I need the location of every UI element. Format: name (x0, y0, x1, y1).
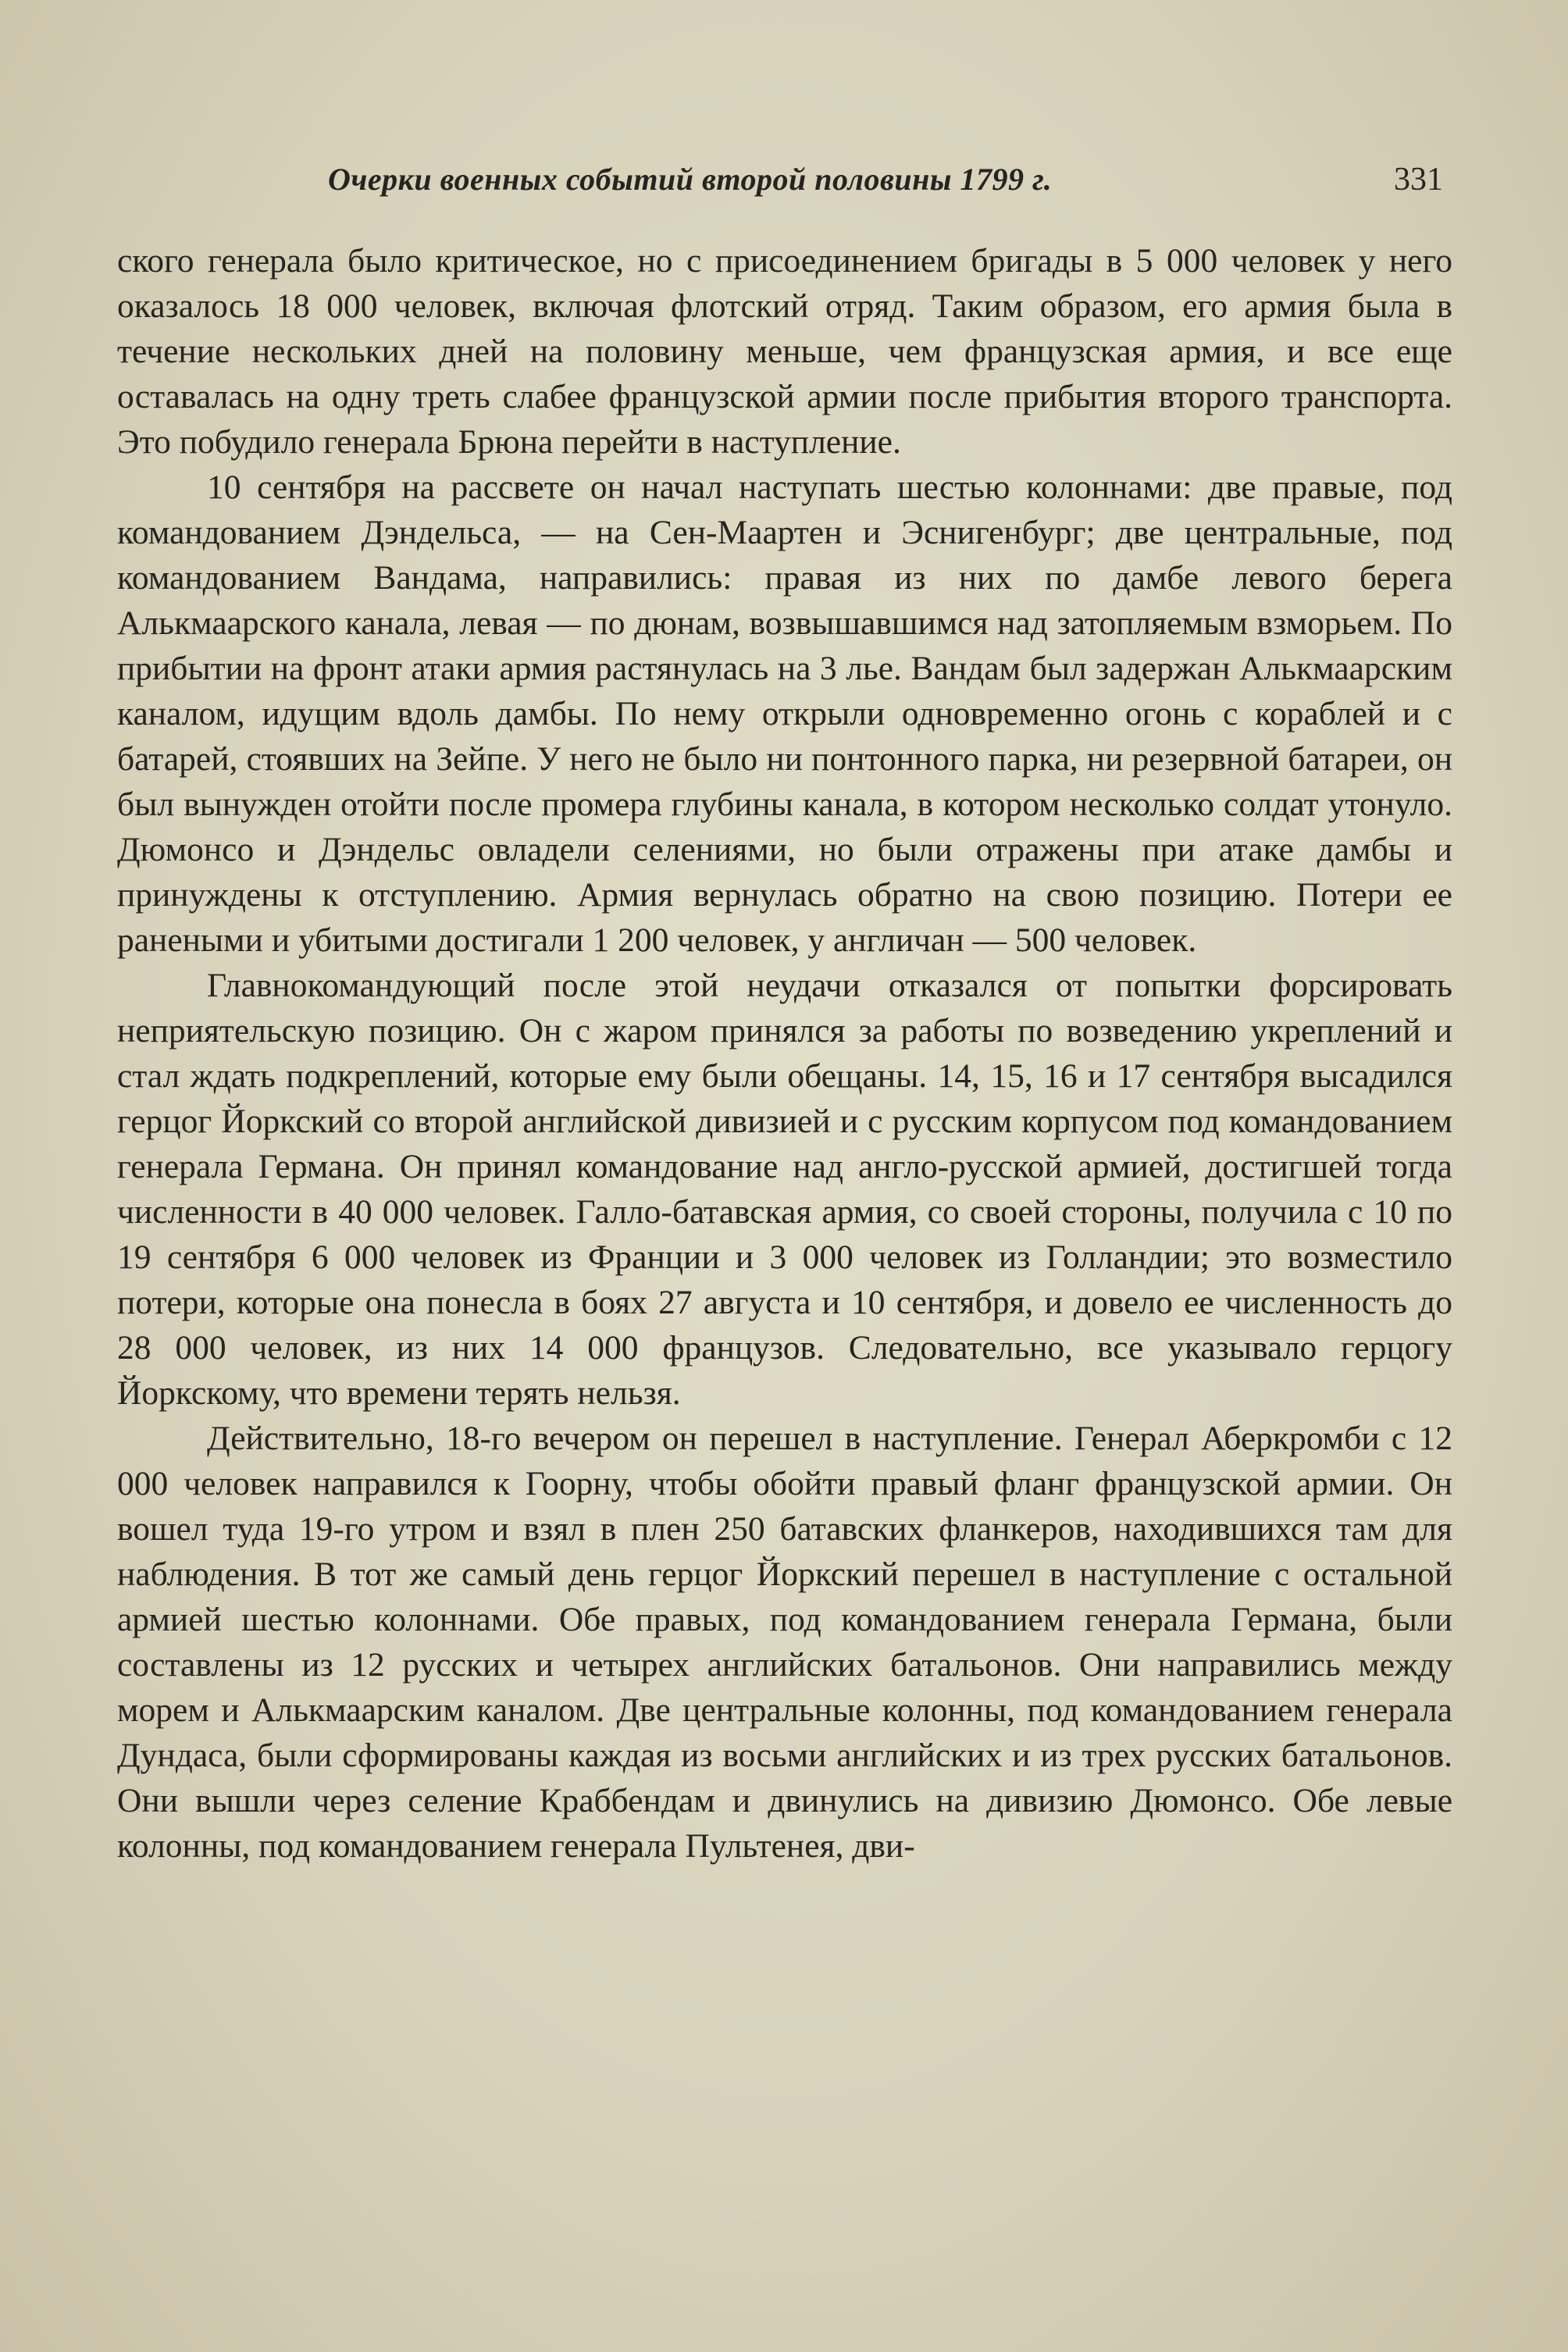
paragraph: Главнокомандующий после этой неудачи отказался от попытки форсировать неприятельскую позицию. Он с жаром принялся за работы по возведению укреплений и стал ждать подкреплений, которые ему были обещаны. 14, 15, 16 и 17 сентября высадился герцог Йоркский со второй английской дивизией и с русским корпусом под командованием генерала Германа. Он принял командование над англо-русской армией, достигшей тогда численности в 40 000 человек. Галло-батавская армия, со своей стороны, получила с 10 по 19 сентября 6 000 человек из Франции и 3 000 человек из Голландии; это возместило потери, которые она понесла в боях 27 августа и 10 сентября, и довело ее численность до 28 000 человек, из них 14 000 французов. Следовательно, все указывало герцогу Йоркскому, что времени терять нельзя. (117, 967, 1452, 1412)
running-title: Очерки военных событий второй половины 1799 г. (328, 162, 1053, 197)
page-header (117, 161, 1451, 205)
paragraph: 10 сентября на рассвете он начал наступать шестью колоннами: две правые, под командованием Дэндельса, — на Сен-Маартен и Эснигенбург; две центральные, под командованием Вандама, направились: правая из них по дамбе левого берега Алькмаарского канала, левая — по дюнам, возвышавшимся над затопляемым взморьем. По прибытии на фронт атаки армия растянулась на 3 лье. Вандам был задержан Алькмаарским каналом, идущим вдоль дамбы. По нему открыли одновременно огонь с кораблей и с батарей, стоявших на Зейпе. У него не было ни понтонного парка, ни резервной батареи, он был вынужден отойти после промера глубины канала, в котором несколько солдат утонуло. Дюмонсо и Дэндельс овладели селениями, но были отражены при атаке дамбы и принуждены к отступлению. Армия вернулась обратно на свою позицию. Потери ее ранеными и убитыми достигали 1 200 человек, у англичан — 500 человек. (117, 469, 1452, 959)
paragraph-continued: ского генерала было критическое, но с присоединением бригады в 5 000 человек у него оказалось 18 000 человек, включая флотский отряд. Таким образом, его армия была в течение нескольких дней на половину меньше, чем французская армия, и все еще оставалась на одну треть слабее французской армии после прибытия второго транспорта. Это побудило генерала Брюна перейти в наступление. (117, 242, 1452, 461)
page-number: 331 (1394, 162, 1443, 198)
paragraph: Действительно, 18-го вечером он перешел в наступление. Генерал Аберкромби с 12 000 человек направился к Гоорну, чтобы обойти правый фланг французской армии. Он вошел туда 19-го утром и взял в плен 250 батавских фланкеров, находившихся там для наблюдения. В тот же самый день герцог Йоркский перешел в наступление с остальной армией шестью колоннами. Обе правых, под командованием генерала Германа, были составлены из 12 русских и четырех английских батальонов. Они направились между морем и Алькмаарским каналом. Две центральные колонны, под командованием генерала Дундаса, были сформированы каждая из восьми английских и из трех русских батальонов. Они вышли через селение Краббендам и двинулись на дивизию Дюмонсо. Обе левые колонны, под командованием генерала Пультенея, дви- (117, 1420, 1452, 1865)
body-text (117, 238, 1452, 1869)
